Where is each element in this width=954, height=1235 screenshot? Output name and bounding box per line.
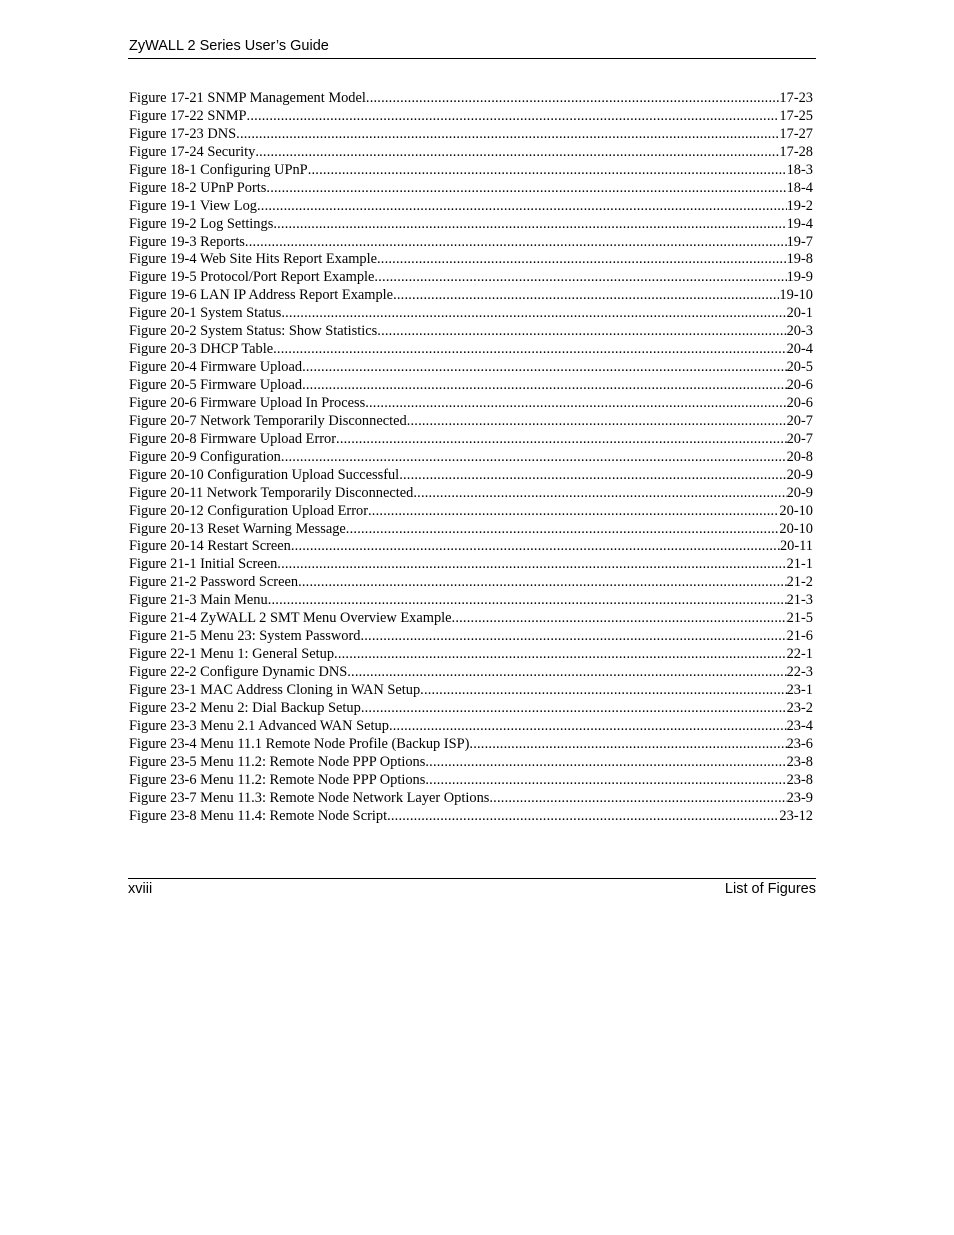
toc-entry[interactable] (129, 431, 813, 449)
figure-page-number: 19-4 (786, 215, 813, 232)
figure-page-number: 17-23 (779, 90, 813, 106)
figure-page-number: 20-7 (786, 412, 813, 429)
figure-page-number: 20-8 (786, 448, 813, 465)
section-name: List of Figures (724, 881, 816, 897)
toc-entry[interactable] (129, 305, 813, 323)
toc-entry[interactable] (129, 467, 813, 485)
dot-leader (387, 808, 779, 826)
toc-entry[interactable] (129, 126, 813, 144)
dot-leader (347, 664, 786, 682)
dot-leader (245, 234, 787, 252)
dot-leader (407, 413, 787, 431)
figure-title: Figure 19-3 Reports (129, 233, 245, 250)
dot-leader (377, 251, 787, 269)
figure-page-number: 20-5 (786, 359, 813, 376)
figure-page-number: 17-27 (779, 125, 813, 142)
figure-title: Figure 20-7 Network Temporarily Disconnected (129, 412, 407, 429)
figure-title: Figure 20-13 Reset Warning Message (129, 520, 346, 537)
figure-title: Figure 17-21 SNMP Management Model (129, 90, 366, 106)
figure-title: Figure 18-2 UPnP Ports (129, 179, 267, 196)
figure-page-number: 21-6 (786, 628, 813, 645)
figure-page-number: 23-6 (786, 735, 813, 752)
figure-page-number: 20-7 (786, 430, 813, 447)
dot-leader (247, 108, 780, 126)
figure-title: Figure 20-9 Configuration (129, 448, 281, 465)
figure-title: Figure 23-3 Menu 2.1 Advanced WAN Setup (129, 717, 389, 734)
page-header (128, 36, 816, 59)
page-footer (128, 878, 816, 901)
figure-page-number: 21-1 (786, 556, 813, 573)
toc-entry[interactable] (129, 718, 813, 736)
figure-page-number: 20-4 (786, 341, 813, 358)
figure-title: Figure 20-2 System Status: Show Statistics (129, 323, 378, 340)
figure-title: Figure 20-14 Restart Screen (129, 538, 291, 555)
figure-title: Figure 20-5 Firmware Upload (129, 377, 303, 393)
dot-leader (298, 574, 787, 592)
figure-title: Figure 21-5 Menu 23: System Password (129, 628, 361, 645)
figure-title: Figure 20-6 Firmware Upload In Process (129, 394, 366, 411)
toc-entry[interactable] (129, 269, 813, 287)
toc-entry[interactable] (129, 772, 813, 790)
figure-page-number: 23-4 (786, 717, 813, 734)
figure-page-number: 20-10 (779, 520, 813, 537)
figure-page-number: 18-4 (786, 179, 813, 196)
toc-entry[interactable] (129, 646, 813, 664)
toc-entry[interactable] (129, 754, 813, 772)
figure-title: Figure 18-1 Configuring UPnP (129, 161, 308, 178)
figure-title: Figure 22-2 Configure Dynamic DNS (129, 664, 348, 680)
figure-page-number: 17-25 (779, 107, 813, 124)
dot-leader (346, 521, 780, 539)
dot-leader (277, 556, 786, 574)
toc-entry[interactable] (129, 90, 813, 108)
figure-title: Figure 21-2 Password Screen (129, 574, 299, 591)
dot-leader (399, 467, 786, 485)
dot-leader (425, 772, 786, 790)
toc-entry[interactable] (129, 287, 813, 305)
figure-title: Figure 21-3 Main Menu (129, 592, 268, 609)
figure-page-number: 23-9 (786, 789, 813, 806)
figure-title: Figure 21-1 Initial Screen (129, 556, 278, 573)
toc-entry[interactable] (129, 682, 813, 700)
figure-page-number: 20-10 (779, 502, 813, 519)
figure-title: Figure 23-8 Menu 11.4: Remote Node Script (129, 807, 388, 824)
figure-title: Figure 19-6 LAN IP Address Report Example (129, 287, 394, 304)
dot-leader (374, 269, 786, 287)
dot-leader (273, 341, 787, 359)
toc-entry[interactable] (129, 251, 813, 269)
toc-entry[interactable] (129, 108, 813, 126)
dot-leader (334, 646, 787, 664)
toc-entry[interactable] (129, 395, 813, 413)
toc-entry[interactable] (129, 736, 813, 754)
figure-title: Figure 21-4 ZyWALL 2 SMT Menu Overview Example (129, 610, 452, 627)
dot-leader (281, 305, 786, 323)
figure-page-number: 19-10 (779, 287, 813, 304)
figure-title: Figure 17-22 SNMP (129, 107, 247, 124)
figure-page-number: 20-3 (786, 323, 813, 340)
figure-page-number: 20-6 (786, 394, 813, 411)
figure-page-number: 20-9 (786, 484, 813, 501)
figure-title: Figure 23-4 Menu 11.1 Remote Node Profile (Backup ISP) (129, 735, 470, 752)
dot-leader (236, 126, 779, 144)
page-number: xviii (128, 881, 153, 897)
dot-leader (366, 90, 780, 108)
list-of-figures (129, 90, 813, 825)
figure-page-number: 18-3 (786, 161, 813, 178)
toc-entry[interactable] (129, 556, 813, 574)
figure-page-number: 22-3 (786, 664, 813, 680)
figure-title: Figure 17-23 DNS (129, 125, 237, 142)
toc-entry[interactable] (129, 449, 813, 467)
figure-title: Figure 20-11 Network Temporarily Disconnected (129, 484, 414, 501)
figure-page-number: 20-1 (786, 305, 813, 322)
toc-entry[interactable] (129, 485, 813, 503)
dot-leader (291, 538, 780, 556)
toc-entry[interactable] (129, 413, 813, 431)
dot-leader (273, 216, 786, 234)
toc-entry[interactable] (129, 592, 813, 610)
figure-page-number: 19-7 (786, 233, 813, 250)
figure-page-number: 20-9 (786, 466, 813, 483)
toc-entry[interactable] (129, 216, 813, 234)
toc-entry[interactable] (129, 574, 813, 592)
figure-page-number: 20-6 (786, 377, 813, 393)
figure-page-number: 23-8 (786, 771, 813, 788)
figure-title: Figure 23-1 MAC Address Cloning in WAN Setup (129, 681, 421, 698)
dot-leader (257, 198, 787, 216)
figure-page-number: 23-2 (786, 699, 813, 716)
figure-title: Figure 19-1 View Log (129, 197, 257, 214)
figure-page-number: 21-2 (786, 574, 813, 591)
dot-leader (469, 736, 786, 754)
figure-title: Figure 17-24 Security (129, 143, 256, 160)
dot-leader (302, 359, 787, 377)
figure-page-number: 23-12 (779, 807, 813, 824)
toc-entry[interactable] (129, 323, 813, 341)
dot-leader (255, 144, 779, 162)
dot-leader (361, 700, 787, 718)
toc-entry[interactable] (129, 162, 813, 180)
toc-entry[interactable] (129, 700, 813, 718)
dot-leader (281, 449, 787, 467)
toc-entry[interactable] (129, 538, 813, 556)
dot-leader (268, 592, 787, 610)
toc-entry[interactable] (129, 808, 813, 826)
toc-entry[interactable] (129, 503, 813, 521)
toc-entry[interactable] (129, 180, 813, 198)
dot-leader (360, 628, 786, 646)
figure-page-number: 20-11 (779, 538, 813, 555)
figure-title: Figure 19-4 Web Site Hits Report Example (129, 251, 377, 268)
figure-title: Figure 19-5 Protocol/Port Report Example (129, 269, 375, 286)
dot-leader (365, 395, 786, 413)
figure-title: Figure 20-12 Configuration Upload Error (129, 502, 368, 519)
figure-title: Figure 20-1 System Status (129, 305, 282, 322)
figure-page-number: 17-28 (779, 143, 813, 160)
dot-leader (413, 485, 786, 503)
toc-entry[interactable] (129, 790, 813, 808)
guide-title: ZyWALL 2 Series User’s Guide (129, 38, 329, 54)
toc-entry[interactable] (129, 144, 813, 162)
figure-page-number: 19-8 (786, 251, 813, 268)
figure-title: Figure 23-7 Menu 11.3: Remote Node Network Layer Options (129, 789, 490, 806)
dot-leader (368, 503, 779, 521)
dot-leader (420, 682, 786, 700)
dot-leader (489, 790, 786, 808)
toc-entry[interactable] (129, 610, 813, 628)
dot-leader (302, 377, 787, 395)
toc-entry[interactable] (129, 359, 813, 377)
dot-leader (266, 180, 786, 198)
dot-leader (308, 162, 787, 180)
dot-leader (452, 610, 787, 628)
toc-entry[interactable] (129, 198, 813, 216)
figure-title: Figure 22-1 Menu 1: General Setup (129, 646, 335, 663)
dot-leader (389, 718, 787, 736)
figure-page-number: 21-3 (786, 592, 813, 609)
figure-page-number: 21-5 (786, 610, 813, 627)
figure-page-number: 23-8 (786, 753, 813, 770)
toc-entry[interactable] (129, 234, 813, 252)
dot-leader (377, 323, 786, 341)
toc-entry[interactable] (129, 377, 813, 395)
figure-page-number: 19-9 (786, 269, 813, 286)
figure-page-number: 19-2 (786, 197, 813, 214)
figure-title: Figure 20-10 Configuration Upload Successful (129, 466, 400, 483)
dot-leader (393, 287, 779, 305)
toc-entry[interactable] (129, 341, 813, 359)
figure-page-number: 23-1 (786, 681, 813, 698)
figure-title: Figure 23-6 Menu 11.2: Remote Node PPP Options (129, 771, 426, 788)
figure-title: Figure 20-4 Firmware Upload (129, 359, 303, 376)
toc-entry[interactable] (129, 521, 813, 539)
dot-leader (425, 754, 786, 772)
figure-title: Figure 23-2 Menu 2: Dial Backup Setup (129, 699, 361, 716)
dot-leader (336, 431, 787, 449)
figure-title: Figure 23-5 Menu 11.2: Remote Node PPP Options (129, 753, 426, 770)
figure-title: Figure 19-2 Log Settings (129, 215, 274, 232)
figure-title: Figure 20-8 Firmware Upload Error (129, 430, 337, 447)
toc-entry[interactable] (129, 664, 813, 682)
figure-page-number: 22-1 (786, 646, 813, 663)
toc-entry[interactable] (129, 628, 813, 646)
figure-title: Figure 20-3 DHCP Table (129, 341, 274, 358)
